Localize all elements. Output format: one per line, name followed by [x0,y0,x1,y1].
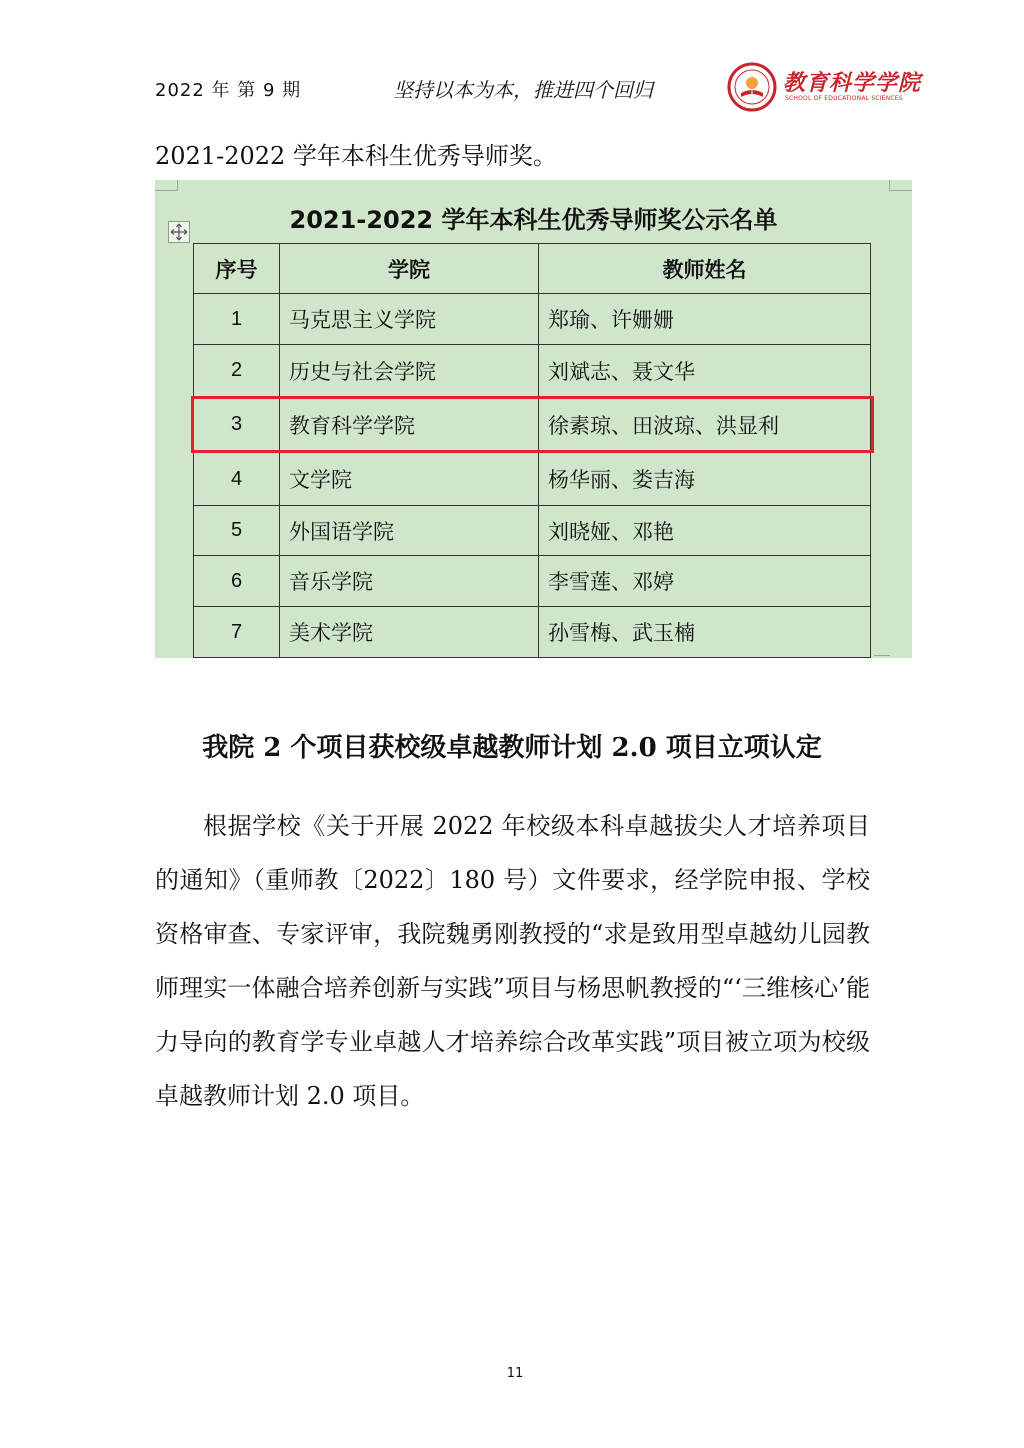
crop-mark [155,180,178,191]
row-college: 历史与社会学院 [280,345,539,397]
school-seal-icon [727,62,777,112]
table-row [194,294,871,345]
table-header-row [194,244,871,294]
table-title: 2021-2022 学年本科生优秀导师奖公示名单 [289,206,778,234]
row-college: 教育科学学院 [280,397,539,453]
table-row [194,453,871,506]
column-header-teachers: 教师姓名 [539,244,871,294]
row-index: 7 [194,607,280,658]
row-teachers: 徐素琼、田波琼、洪显利 [539,397,871,453]
logo-name-cn: 教育科学学院 [783,70,922,96]
row-index: 1 [194,294,280,345]
logo-name-en: SCHOOL OF EDUCATIONAL SCIENCES [785,95,903,102]
header-slogan: 坚持以本为本，推进四个回归 [393,78,653,102]
row-college: 文学院 [280,453,539,506]
column-header-index: 序号 [194,244,280,294]
table-row [194,345,871,397]
row-college: 外国语学院 [280,506,539,556]
row-highlight-box [191,396,874,453]
row-teachers: 李雪莲、邓婷 [539,556,871,607]
intro-line: 2021-2022 学年本科生优秀导师奖。 [155,142,557,170]
row-teachers: 郑瑜、许姗姗 [539,294,871,345]
table-row [194,506,871,556]
crop-mark [889,180,912,191]
row-index: 2 [194,345,280,397]
article-paragraph: 根据学校《关于开展 2022 年校级本科卓越拔尖人才培养项目的通知》（重师教〔2022〕180 号）文件要求，经学院申报、学校资格审查、专家评审，我院魏勇刚教授的“求是致用型卓越幼儿园教师理实一体融合培养创新与实践”项目与杨思帆教授的“‘三维核心’能力导向的教育学专业卓越人才培养综合改革实践”项目被立项为校级卓越教师计划 2.0 项目。 [155,812,870,1110]
crop-mark [874,655,890,658]
table-row [194,556,871,607]
row-teachers: 孙雪梅、武玉楠 [539,607,871,658]
row-index: 3 [194,397,280,453]
issue-label: 2022 年 第 9 期 [155,80,302,101]
row-teachers: 杨华丽、娄吉海 [539,453,871,506]
row-index: 6 [194,556,280,607]
row-college: 音乐学院 [280,556,539,607]
row-index: 5 [194,506,280,556]
school-logo [727,62,922,114]
row-college: 美术学院 [280,607,539,658]
row-teachers: 刘斌志、聂文华 [539,345,871,397]
award-table-figure [155,180,912,658]
page-number: 11 [506,1366,524,1381]
table-row [194,607,871,658]
column-header-college: 学院 [280,244,539,294]
row-index: 4 [194,453,280,506]
row-teachers: 刘晓娅、邓艳 [539,506,871,556]
row-college: 马克思主义学院 [280,294,539,345]
article-title: 我院 2 个项目获校级卓越教师计划 2.0 项目立项认定 [202,733,822,763]
